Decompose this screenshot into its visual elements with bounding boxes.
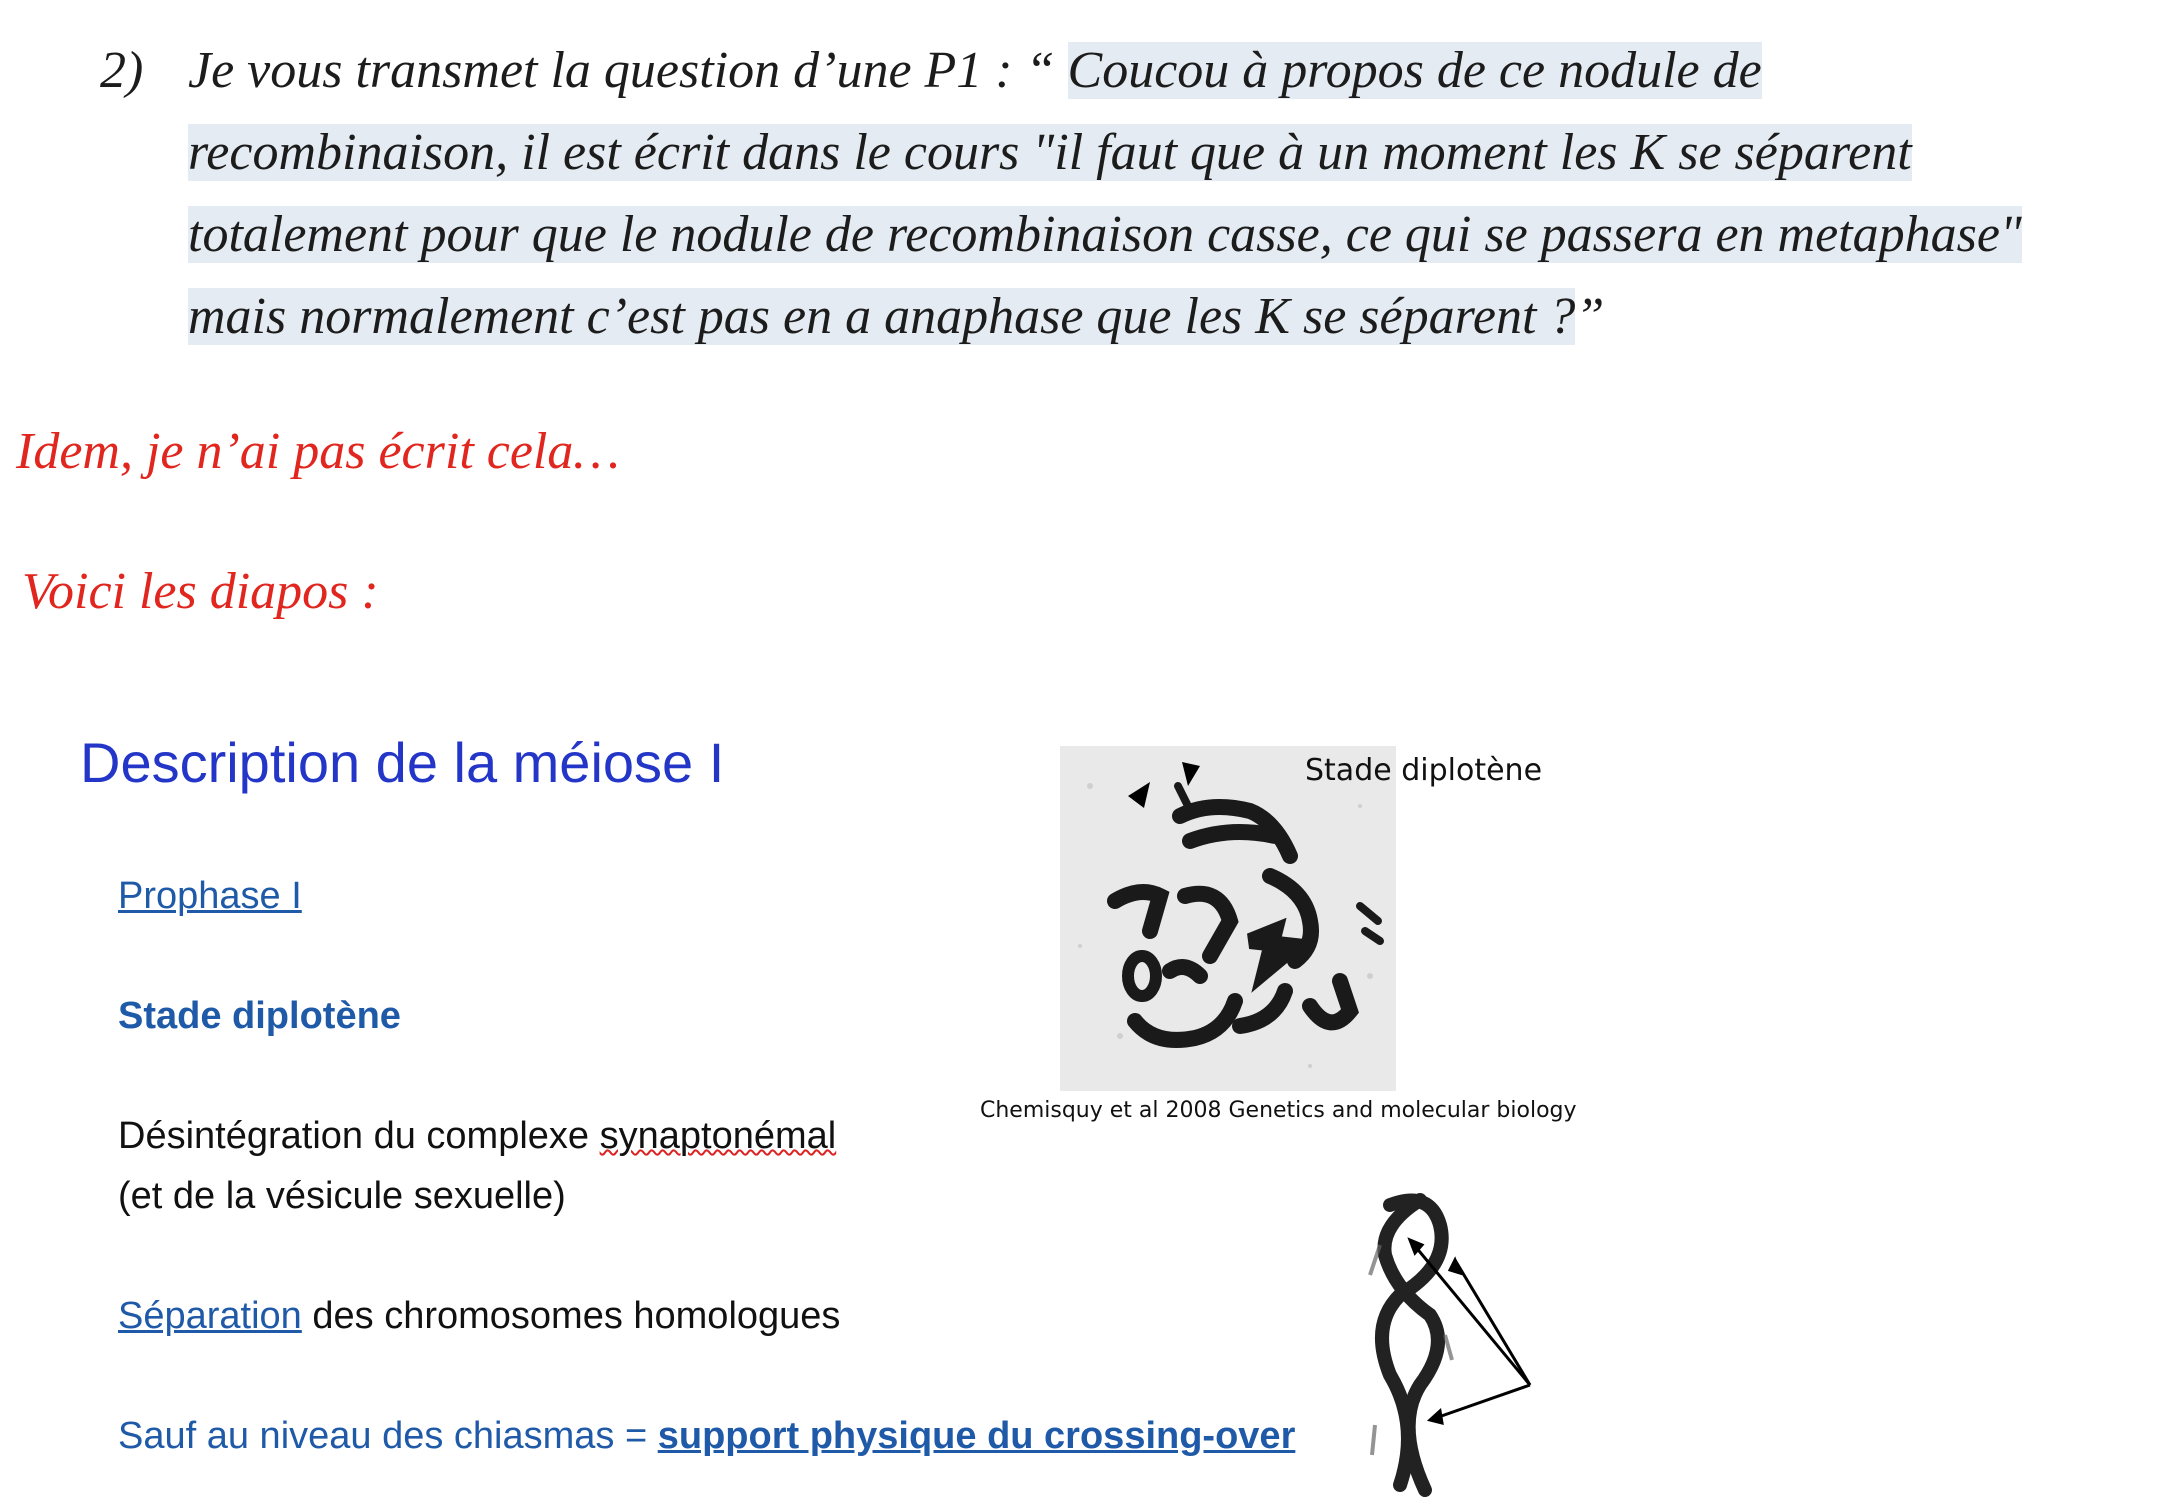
desc-spell-word: synaptonémal (599, 1115, 837, 1157)
prophase-link[interactable]: Prophase I (118, 875, 302, 917)
chiasma-prefix: Sauf au niveau des chiasmas = (118, 1415, 658, 1457)
chromosome-micrograph (1060, 746, 1396, 1091)
image-credit: Chemisquy et al 2008 Genetics and molecular biology (980, 1098, 1577, 1123)
quote-line-2: recombinaison, il est écrit dans le cours "il faut que à un moment les K se séparent (188, 124, 1912, 181)
quote-line-4: mais normalement c’est pas en a anaphase que les K se séparent ? (188, 288, 1576, 345)
quote-line-1: Coucou à propos de ce nodule de (1067, 42, 1762, 99)
question-number: 2) (100, 42, 144, 99)
chiasma-line (118, 1415, 1295, 1458)
separation-rest: des chromosomes homologues (301, 1295, 841, 1337)
desc-line-2: (et de la vésicule sexuelle) (118, 1175, 566, 1217)
image-caption: Stade diplotène (1305, 753, 1543, 788)
quote-line-3: totalement pour que le nodule de recombinaison casse, ce qui se passera en metaphase" (188, 206, 2022, 263)
question-block (100, 30, 2150, 358)
separation-link[interactable]: Séparation (118, 1295, 302, 1337)
chiasma-micrograph (1360, 1185, 1550, 1501)
question-line-1 (100, 30, 2150, 112)
slide-title: Description de la méiose I (80, 731, 725, 794)
desc-line-1 (118, 1115, 836, 1158)
stage-heading: Stade diplotène (118, 995, 401, 1037)
reply-line-2: Voici les diapos : (22, 563, 379, 620)
desc-prefix: Désintégration du complexe (118, 1115, 600, 1157)
question-intro: Je vous transmet la question d’une P1 : “ (188, 42, 1068, 99)
quote-closing: ” (1575, 288, 1605, 345)
separation-line (118, 1295, 840, 1338)
slide-image (0, 690, 2163, 1501)
crossing-over-link[interactable]: support physique du crossing-over (657, 1415, 1296, 1457)
reply-line-1: Idem, je n’ai pas écrit cela… (16, 423, 620, 480)
quote-block (188, 112, 2150, 358)
